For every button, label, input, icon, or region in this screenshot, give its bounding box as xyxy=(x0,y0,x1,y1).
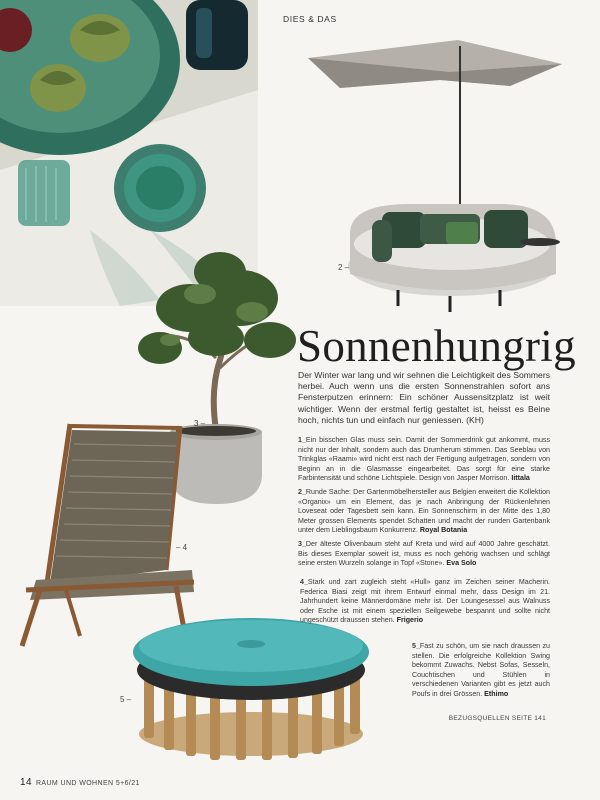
magazine-issue: RAUM UND WOHNEN 5+6/21 xyxy=(35,780,140,787)
figure-number-5: 5 – xyxy=(120,695,132,704)
item-text: Fast zu schön, um sie nach draussen zu stellen. Die erfolgreiche Kollektion Swing bekommt Zuwachs. Nebst Sofas, Sesseln, Couchtischen und Stühlen in verschiedenen Varianten gibt es jetzt auch Poufs in drei Grössen. xyxy=(412,642,550,698)
daybed-image xyxy=(300,34,570,314)
item-number: 2_ xyxy=(298,488,306,496)
item-number: 4_ xyxy=(300,578,308,586)
sources-reference: BEZUGSQUELLEN SEITE 141 xyxy=(448,715,546,722)
item-brand: Ethimo xyxy=(484,689,509,698)
page-number: 14 xyxy=(20,777,32,788)
item-text: Stark und zart zugleich steht «Hull» ganz im Zeichen seiner Macherin. Federica Biasi zeigt mit ihrem Entwurf einmal mehr, dass Design im 21. Jahrhundert keine Männerdomäne mehr ist. Der Loungesessel aus Walnuss oder Esche ist mit einem speziellen Seilgewebe bespannt und sollte nicht ungeschützt draussen stehen. xyxy=(300,578,550,625)
figure-number-4: – 4 xyxy=(176,543,188,552)
item-text: Runde Sache: Der Gartenmöbelhersteller aus Belgien erweitert die Kollektion «Organix» um ein Element, das je nach Anbringung der Rückenlehnen Loveseat oder Tagesbett sein kann. Ein Sonnenschirm in der Mitte des 1,80 Meter grossen Elements spendet Schatten und macht der runden Gartenbank unter dem Lieblingsbaum Konkurrenz. xyxy=(298,488,550,535)
item-brand: Royal Botania xyxy=(419,526,468,535)
item-brand: Frigerio xyxy=(396,616,424,625)
figure-number-2: 2 – xyxy=(338,263,350,272)
headline: Sonnenhungrig xyxy=(297,321,576,371)
item-brand: Iittala xyxy=(511,474,530,483)
item-number: 5_ xyxy=(412,642,420,650)
item-2 xyxy=(298,488,550,536)
section-label: DIES & DAS xyxy=(283,14,337,24)
item-4 xyxy=(300,578,550,626)
intro-text: Der Winter war lang und wir sehnen die Leichtigkeit des Sommers herbei. Auch wenn uns die ersten Sonnenstrahlen sofort ans Fensterputzen erinnern: Ein schöner Aussensitzplatz ist weit wichtiger. Wenn der erstmal fertig gestaltet ist, heisst es Beine hoch, nichts tun und einfach nur geniessen. (KH) xyxy=(298,370,550,425)
item-3 xyxy=(298,540,550,569)
item-text: Ein bisschen Glas muss sein. Damit der Sommerdrink gut ankommt, muss nicht nur der Inhalt, sondern auch das Drumherum stimmen. Das Seeblau von Trinkglas «Raami» wird nicht erst nach der Fertigung aufgetragen, sondern von Beginn an in die Glasmasse eingearbeitet. Das sorgt für eine starke Farbintensität und schöne Lichtspiele. Design von Jasper Morrison. xyxy=(298,436,550,483)
pouf-image xyxy=(130,612,372,760)
figure-number-3: 3 – xyxy=(194,419,206,428)
item-number: 3_ xyxy=(298,540,306,548)
item-1 xyxy=(298,436,550,484)
item-text: Der älteste Olivenbaum steht auf Kreta und wird auf 4000 Jahre geschätzt. Bis dieses Exemplar soweit ist, muss es noch gehörig wachsen und schlägt seine ersten Wurzeln solange in Topf «Stone». xyxy=(298,540,550,568)
item-brand: Eva Solo xyxy=(446,559,477,568)
item-5 xyxy=(412,642,550,700)
item-number: 1_ xyxy=(298,436,306,444)
page-footer xyxy=(20,777,140,788)
